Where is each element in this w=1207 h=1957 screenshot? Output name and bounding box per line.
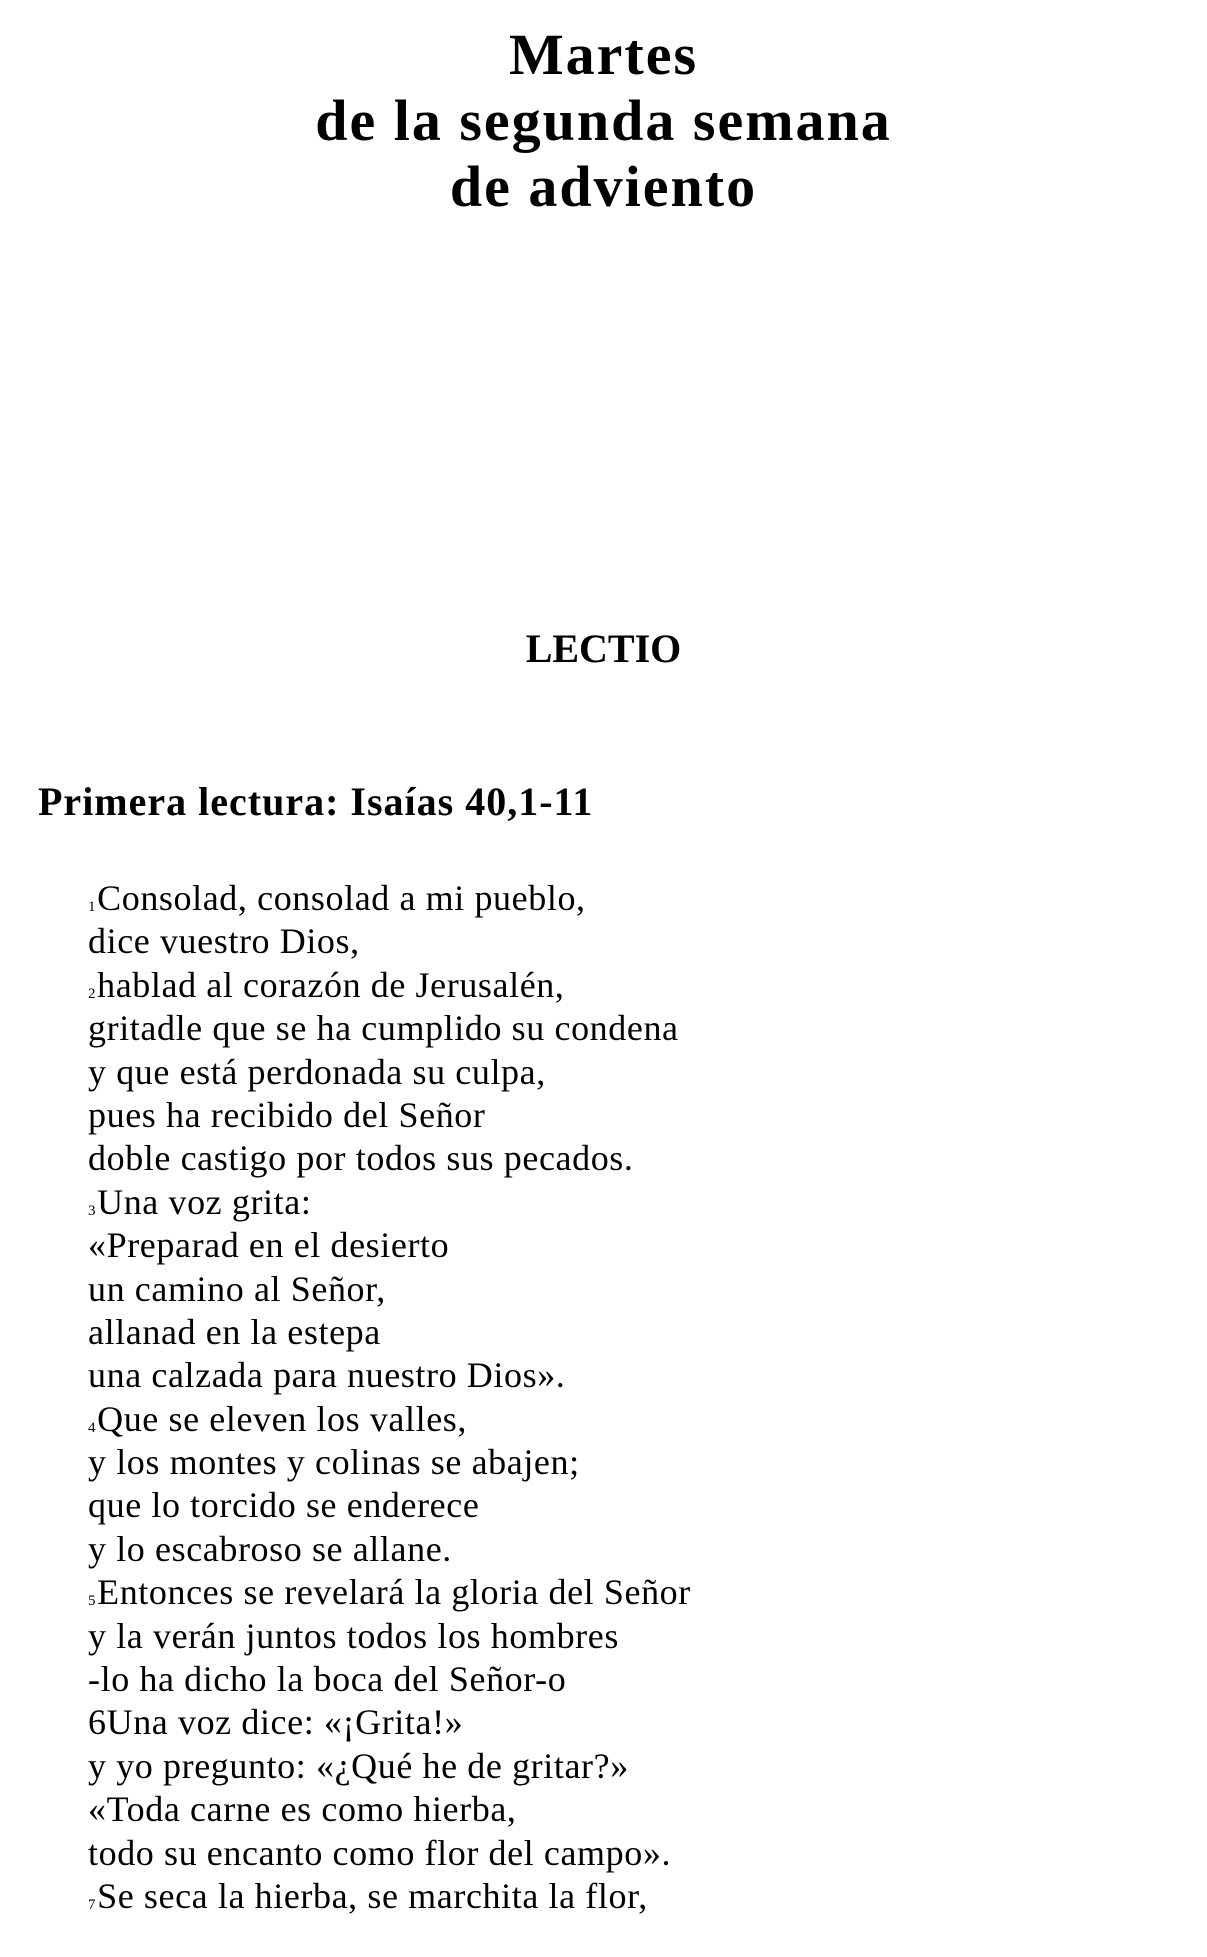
verse-line	[88, 1094, 691, 1137]
verse-line	[88, 964, 691, 1007]
verse-line	[88, 1745, 691, 1788]
verse-line	[88, 1268, 691, 1311]
verse-line	[88, 1354, 691, 1397]
verse-text: «Toda carne es como hierba,	[88, 1789, 517, 1830]
verse-text: Que se eleven los valles,	[97, 1398, 467, 1439]
verse-line	[88, 1875, 691, 1918]
verse-number: 3	[88, 1202, 97, 1219]
verse-text: una calzada para nuestro Dios».	[88, 1355, 566, 1396]
verse-line	[88, 1441, 691, 1484]
title-line-2: de la segunda semana	[315, 88, 892, 153]
page-title	[0, 22, 1207, 220]
verse-text: «Preparad en el desierto	[88, 1225, 450, 1266]
reading-heading: Primera lectura: Isaías 40,1-11	[38, 779, 594, 824]
verse-number: 4	[88, 1419, 97, 1436]
verse-text: gritadle que se ha cumplido su condena	[88, 1008, 679, 1049]
verse-line	[88, 1137, 691, 1180]
verse-line	[88, 920, 691, 963]
verse-line	[88, 1484, 691, 1527]
verse-text: dice vuestro Dios,	[88, 921, 360, 962]
verse-line	[88, 1658, 691, 1701]
title-line-3: de adviento	[449, 154, 758, 219]
verse-text: pues ha recibido del Señor	[88, 1094, 486, 1135]
verse-text: y yo pregunto: «¿Qué he de gritar?»	[88, 1745, 629, 1786]
verse-text: hablad al corazón de Jerusalén,	[97, 964, 565, 1005]
verse-line	[88, 1398, 691, 1441]
verse-number: 7	[88, 1896, 97, 1913]
verse-text: y la verán juntos todos los hombres	[88, 1615, 619, 1656]
verse-text: Entonces se revelará la gloria del Señor	[97, 1572, 691, 1613]
section-heading-lectio: LECTIO	[525, 626, 682, 671]
verse-text: Consolad, consolad a mi pueblo,	[97, 878, 586, 918]
verse-text: y lo escabroso se allane.	[88, 1528, 452, 1569]
verse-text: Una voz grita:	[97, 1181, 312, 1222]
verse-line	[88, 1311, 691, 1354]
verse-text: y que está perdonada su culpa,	[88, 1051, 546, 1092]
verse-line	[88, 1788, 691, 1831]
verse-text: doble castigo por todos sus pecados.	[88, 1138, 634, 1179]
verse-line	[88, 1224, 691, 1267]
verse-line	[88, 1007, 691, 1050]
verse-text: un camino al Señor,	[88, 1268, 386, 1309]
verse-text: -lo ha dicho la boca del Señor-o	[88, 1659, 567, 1700]
verse-line	[88, 1181, 691, 1224]
verse-number: 2	[88, 985, 97, 1002]
verse-text: 6Una voz dice: «¡Grita!»	[88, 1702, 464, 1743]
verse-line	[88, 1615, 691, 1658]
title-line-1: Martes	[508, 22, 699, 87]
verse-text: que lo torcido se enderece	[88, 1485, 480, 1526]
verse-line	[88, 1051, 691, 1094]
verse-text: y los montes y colinas se abajen;	[88, 1442, 580, 1483]
verse-line	[88, 1701, 691, 1744]
verse-text: Se seca la hierba, se marchita la flor,	[97, 1875, 648, 1916]
verse-line	[88, 1571, 691, 1614]
verse-line	[88, 877, 691, 920]
verse-number: 5	[88, 1593, 97, 1610]
verse-line	[88, 1528, 691, 1571]
scripture-passage	[88, 877, 691, 1918]
verse-number: 1	[88, 899, 97, 915]
verse-line	[88, 1832, 691, 1875]
verse-text: allanad en la estepa	[88, 1311, 381, 1352]
verse-text: todo su encanto como flor del campo».	[88, 1832, 672, 1873]
